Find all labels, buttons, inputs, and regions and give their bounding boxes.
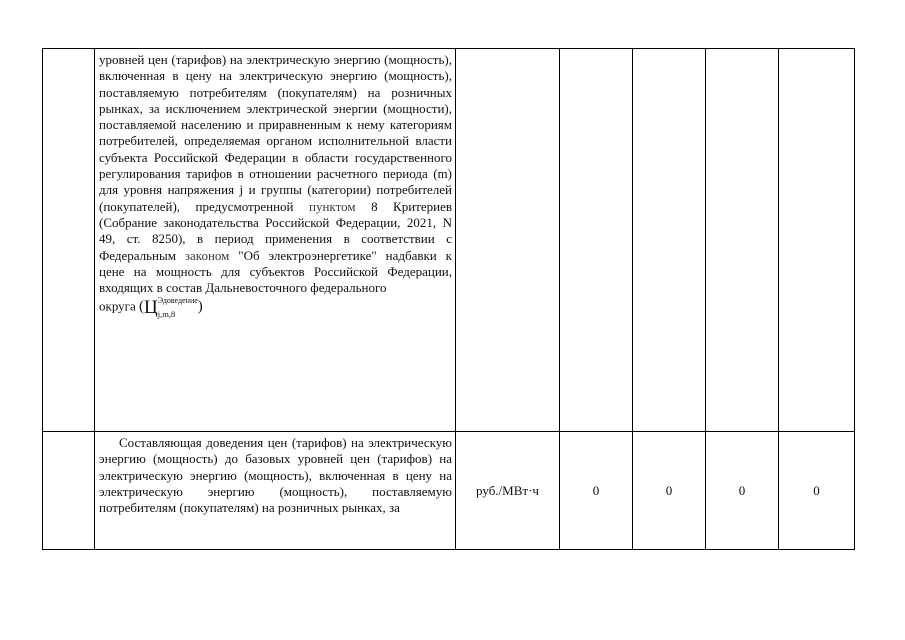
description-cell xyxy=(95,49,456,432)
description-part: "Об электроэнергетике" надбавки к цене на мощность для субъектов Российской Федерации, входящих в состав Дальневосточного федерального xyxy=(99,247,452,296)
row-number-cell xyxy=(43,432,95,550)
table-row xyxy=(43,49,855,432)
unit-cell: руб./МВт·ч xyxy=(456,432,560,550)
formula-prefix: округа xyxy=(99,298,139,314)
formula-line xyxy=(99,296,452,320)
value-cell: 0 xyxy=(779,432,855,550)
value-cell xyxy=(633,49,706,432)
description-text xyxy=(99,52,452,296)
row-number-cell xyxy=(43,49,95,432)
formula-subscript: j,m,8 xyxy=(157,309,176,320)
formula-open-paren: ( xyxy=(139,298,144,315)
link-punkt[interactable]: пунктом xyxy=(309,198,356,214)
tariff-table xyxy=(42,48,855,550)
value-cell xyxy=(560,49,633,432)
formula-superscript: Эдоведение xyxy=(157,296,198,306)
formula-close-paren: ) xyxy=(197,298,203,315)
description-cell xyxy=(95,432,456,550)
value-cell xyxy=(706,49,779,432)
value-cell xyxy=(779,49,855,432)
table-row xyxy=(43,432,855,550)
formula-indices xyxy=(157,296,198,320)
description-part: 8 Критериев (Собрание законодательства Российской Федерации, 2021, N 49, ст. 8250), в период применения в соответствии с Федеральным xyxy=(99,198,452,263)
formula-symbol xyxy=(144,296,198,320)
value-cell: 0 xyxy=(706,432,779,550)
unit-cell xyxy=(456,49,560,432)
description-part: уровней цен (тарифов) на электрическую энергию (мощность), включенная в цену на электрическую энергию (мощность), поставляемую потребителям (покупателям) на розничных рынках, за исключением электрической энергии (мощности), поставляемой населению и приравненным к нему категориям потребителей, определяемая органом исполнительной власти субъекта Российской Федерации в области государственного регулирования тарифов в отношении расчетного периода (m) для уровня напряжения j и группы (категории) потребителей (покупателей), предусмотренной xyxy=(99,52,452,214)
formula-main: Ц xyxy=(144,297,158,319)
value-cell: 0 xyxy=(633,432,706,550)
value-cell: 0 xyxy=(560,432,633,550)
link-zakon[interactable]: законом xyxy=(184,247,230,263)
description-text: Составляющая доведения цен (тарифов) на электрическую энергию (мощность) до базовых уровней цен (тарифов) на электрическую энергию (мощность), включенная в цену на электрическую энергию (мощность), поставляемую потребителям (покупателям) на розничных рынках, за xyxy=(99,435,452,516)
